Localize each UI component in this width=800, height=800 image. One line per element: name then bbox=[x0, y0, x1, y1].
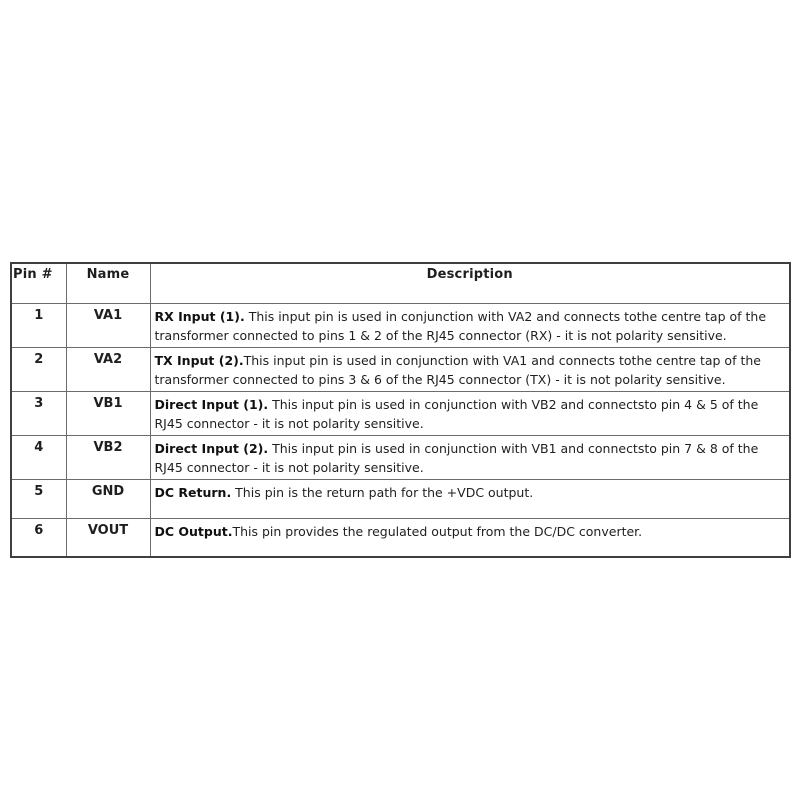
description-body-text: This input pin is used in conjunction with VB1 and connectsto pin 7 & 8 of the RJ45 connector - it is not polarity sensitive. bbox=[154, 440, 759, 475]
table-row bbox=[11, 391, 790, 435]
description-body-text: This pin is the return path for the +VDC output. bbox=[231, 484, 534, 500]
description-body-text: This input pin is used in conjunction with VB2 and connectsto pin 4 & 5 of the RJ45 connector - it is not polarity sensitive. bbox=[154, 396, 759, 431]
pin-number-cell: 6 bbox=[11, 518, 66, 557]
pin-description-cell bbox=[150, 391, 790, 435]
pin-description-cell bbox=[150, 518, 790, 557]
header-description: Description bbox=[150, 263, 790, 303]
pin-name-cell: VB1 bbox=[66, 391, 150, 435]
pin-description-table-container bbox=[10, 262, 791, 558]
pin-description-cell bbox=[150, 479, 790, 518]
table-row bbox=[11, 479, 790, 518]
description-lead-text: Direct Input (2). bbox=[154, 440, 269, 456]
description-lead-text: TX Input (2). bbox=[154, 352, 244, 368]
pin-description-cell bbox=[150, 347, 790, 391]
table-row bbox=[11, 303, 790, 347]
description-lead-text: Direct Input (1). bbox=[154, 396, 269, 412]
table-row bbox=[11, 518, 790, 557]
pin-description-cell bbox=[150, 303, 790, 347]
pin-number-cell: 2 bbox=[11, 347, 66, 391]
table-header-row bbox=[11, 263, 790, 303]
table-row bbox=[11, 347, 790, 391]
pin-name-cell: VOUT bbox=[66, 518, 150, 557]
header-name: Name bbox=[66, 263, 150, 303]
description-lead-text: DC Return. bbox=[154, 484, 232, 500]
pin-name-cell: VA2 bbox=[66, 347, 150, 391]
description-body-text: This pin provides the regulated output from the DC/DC converter. bbox=[232, 523, 643, 539]
header-pin-number: Pin # bbox=[11, 263, 66, 303]
pin-number-cell: 3 bbox=[11, 391, 66, 435]
pin-name-cell: VA1 bbox=[66, 303, 150, 347]
description-body-text: This input pin is used in conjunction with VA2 and connects tothe centre tap of the transformer connected to pins 1 & 2 of the RJ45 connector (RX) - it is not polarity sensitive. bbox=[154, 308, 767, 343]
pin-name-cell: GND bbox=[66, 479, 150, 518]
pin-number-cell: 5 bbox=[11, 479, 66, 518]
pin-description-cell bbox=[150, 435, 790, 479]
pin-number-cell: 4 bbox=[11, 435, 66, 479]
description-body-text: This input pin is used in conjunction with VA1 and connects tothe centre tap of the transformer connected to pins 3 & 6 of the RJ45 connector (TX) - it is not polarity sensitive. bbox=[154, 352, 761, 387]
description-lead-text: RX Input (1). bbox=[154, 308, 245, 324]
table-row bbox=[11, 435, 790, 479]
pin-description-table bbox=[10, 262, 791, 558]
pin-name-cell: VB2 bbox=[66, 435, 150, 479]
pin-number-cell: 1 bbox=[11, 303, 66, 347]
description-lead-text: DC Output. bbox=[154, 523, 233, 539]
